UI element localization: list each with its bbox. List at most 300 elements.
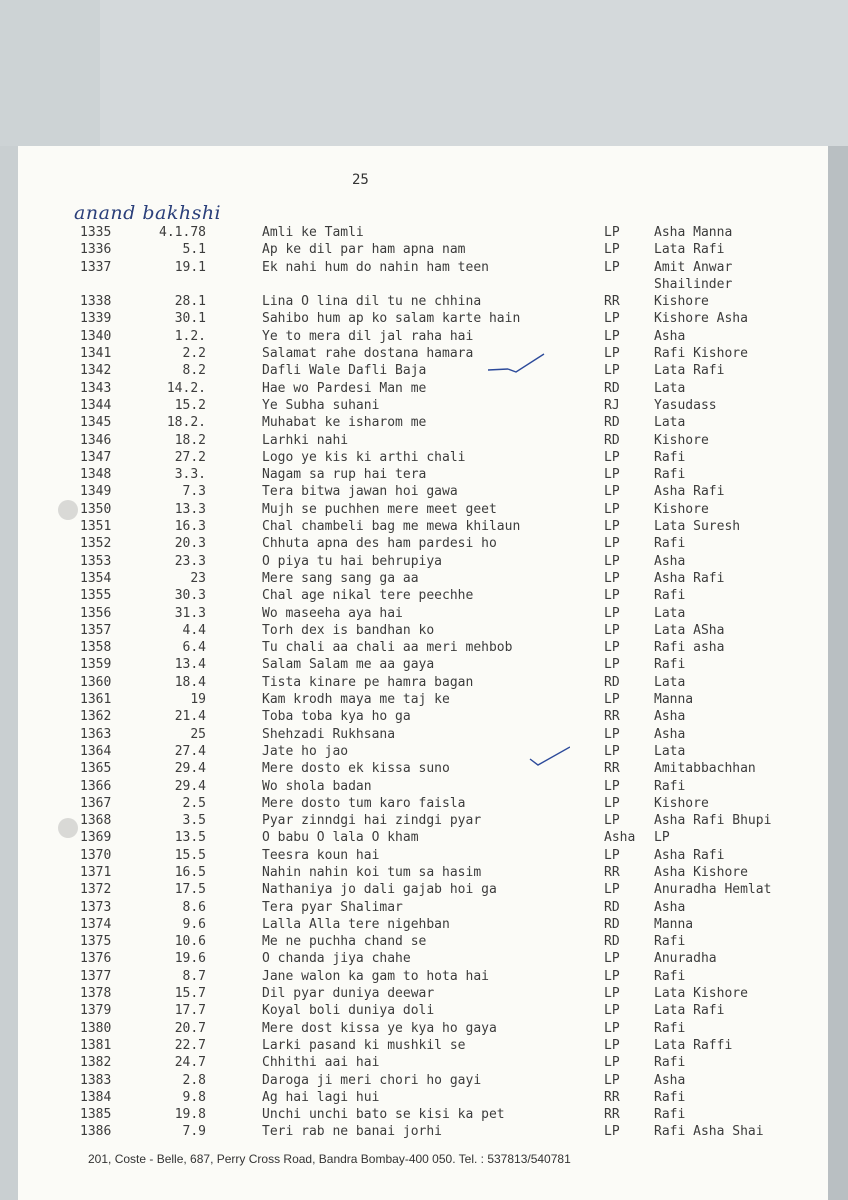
music-label: LP: [604, 1020, 620, 1036]
table-row: [0, 570, 848, 587]
entry-number: 1382: [80, 1055, 112, 1071]
table-row: [0, 328, 848, 345]
song-title: Shehzadi Rukhsana: [262, 726, 396, 742]
music-label: LP: [604, 605, 620, 621]
table-row: [0, 864, 848, 881]
table-row: [0, 916, 848, 933]
entry-date: 13.3: [174, 501, 206, 517]
entry-date: 15.7: [174, 986, 206, 1002]
music-label: RD: [604, 916, 620, 932]
entry-date: 2.8: [182, 1072, 206, 1088]
entry-date: 6.4: [182, 640, 206, 656]
entry-number: 1378: [80, 986, 112, 1002]
song-title: Tista kinare pe hamra bagan: [262, 674, 474, 690]
music-label: RR: [604, 761, 620, 777]
singers: Rafi: [654, 467, 686, 483]
singers: Lata Raffi: [654, 1037, 733, 1053]
entry-number: 1379: [80, 1003, 112, 1019]
song-title: Mere dosto tum karo faisla: [262, 795, 466, 811]
table-row: [0, 622, 848, 639]
table-row: [0, 293, 848, 310]
singers: Lata: [654, 605, 686, 621]
music-label: LP: [604, 311, 620, 327]
entry-date: 13.5: [174, 830, 206, 846]
tape-strip: [100, 0, 848, 146]
entry-date: 22.7: [174, 1037, 206, 1053]
entry-date: 15.2: [174, 397, 206, 413]
music-label: LP: [604, 622, 620, 638]
entry-number: 1358: [80, 640, 112, 656]
song-title: Salam Salam me aa gaya: [262, 657, 435, 673]
table-row: [0, 985, 848, 1002]
table-row: [0, 950, 848, 967]
music-label: LP: [604, 640, 620, 656]
table-row: [0, 276, 848, 293]
footer-address: 201, Coste - Belle, 687, Perry Cross Road, Bandra Bombay-400 050. Tel. : 537813/540781: [88, 1152, 571, 1166]
table-row: [0, 483, 848, 500]
entry-number: 1355: [80, 588, 112, 604]
music-label: LP: [604, 570, 620, 586]
singers: Lata Rafi: [654, 242, 725, 258]
entry-date: 2.5: [182, 795, 206, 811]
table-row: [0, 1072, 848, 1089]
music-label: LP: [604, 726, 620, 742]
entry-date: 8.6: [182, 899, 206, 915]
table-row: [0, 795, 848, 812]
entry-number: 1375: [80, 934, 112, 950]
song-title: Kam krodh maya me taj ke: [262, 692, 450, 708]
music-label: LP: [604, 553, 620, 569]
music-label: RD: [604, 432, 620, 448]
singers: Rafi: [654, 449, 686, 465]
table-row: [0, 605, 848, 622]
music-label: LP: [604, 795, 620, 811]
singers: Anuradha: [654, 951, 717, 967]
entry-date: 31.3: [174, 605, 206, 621]
singers: Rafi: [654, 968, 686, 984]
entry-number: 1370: [80, 847, 112, 863]
table-row: [0, 1123, 848, 1140]
music-label: LP: [604, 743, 620, 759]
music-label: LP: [604, 225, 620, 240]
table-row: [0, 639, 848, 656]
entry-number: 1369: [80, 830, 112, 846]
song-title: Ek nahi hum do nahin ham teen: [262, 259, 489, 275]
music-label: LP: [604, 847, 620, 863]
singers: Rafi: [654, 588, 686, 604]
entry-number: 1374: [80, 916, 112, 932]
entry-date: 10.6: [174, 934, 206, 950]
entry-date: 24.7: [174, 1055, 206, 1071]
entry-number: 1363: [80, 726, 112, 742]
singers: Asha Rafi: [654, 484, 725, 500]
music-label: RJ: [604, 397, 620, 413]
entry-date: 18.2: [174, 432, 206, 448]
entry-date: 4.4: [182, 622, 206, 638]
entry-date: 29.4: [174, 761, 206, 777]
table-row: [0, 1089, 848, 1106]
music-label: LP: [604, 484, 620, 500]
singers: Kishore: [654, 501, 709, 517]
entry-date: 7.3: [182, 484, 206, 500]
song-title: Ap ke dil par ham apna nam: [262, 242, 466, 258]
song-title: O chanda jiya chahe: [262, 951, 411, 967]
entry-date: 18.4: [174, 674, 206, 690]
song-title: Dil pyar duniya deewar: [262, 986, 435, 1002]
song-title: Nathaniya jo dali gajab hoi ga: [262, 882, 497, 898]
song-title: Larhki nahi: [262, 432, 349, 448]
entry-date: 25: [190, 726, 206, 742]
song-title: Jate ho jao: [262, 743, 349, 759]
song-title: Unchi unchi bato se kisi ka pet: [262, 1107, 505, 1123]
table-row: [0, 847, 848, 864]
entry-date: 8.7: [182, 968, 206, 984]
entry-number: 1381: [80, 1037, 112, 1053]
entry-date: 17.5: [174, 882, 206, 898]
song-title: Lina O lina dil tu ne chhina: [262, 294, 482, 310]
singers: Lata Suresh: [654, 519, 741, 535]
singers: Kishore: [654, 294, 709, 310]
table-row: [0, 691, 848, 708]
singers: Anuradha Hemlat: [654, 882, 772, 898]
entry-number: 1383: [80, 1072, 112, 1088]
music-label: LP: [604, 1072, 620, 1088]
table-row: [0, 743, 848, 760]
music-label: Asha: [604, 830, 636, 846]
singers: Rafi: [654, 778, 686, 794]
singers: Kishore Asha: [654, 311, 748, 327]
singers: Asha: [654, 726, 686, 742]
music-label: LP: [604, 882, 620, 898]
table-row: [0, 432, 848, 449]
music-label: RD: [604, 899, 620, 915]
table-row: [0, 760, 848, 777]
song-title: Ag hai lagi hui: [262, 1089, 380, 1105]
table-row: [0, 449, 848, 466]
song-title: Toba toba kya ho ga: [262, 709, 411, 725]
song-title: Logo ye kis ki arthi chali: [262, 449, 466, 465]
entry-date: 8.2: [182, 363, 206, 379]
table-row: [0, 933, 848, 950]
music-label: LP: [604, 363, 620, 379]
table-row: [0, 708, 848, 725]
entry-date: 19.8: [174, 1107, 206, 1123]
singers: Asha Kishore: [654, 864, 748, 880]
table-row: [0, 259, 848, 276]
entry-number: 1347: [80, 449, 112, 465]
song-title: Teri rab ne banai jorhi: [262, 1124, 443, 1140]
entry-date: 19.6: [174, 951, 206, 967]
song-title: Wo shola badan: [262, 778, 372, 794]
table-row: [0, 812, 848, 829]
singers: Kishore: [654, 432, 709, 448]
song-title: Nagam sa rup hai tera: [262, 467, 427, 483]
singers: Rafi: [654, 1020, 686, 1036]
song-title: Jane walon ka gam to hota hai: [262, 968, 489, 984]
table-row: [0, 968, 848, 985]
song-title: Amli ke Tamli: [262, 225, 364, 240]
entry-number: 1353: [80, 553, 112, 569]
entry-date: 3.5: [182, 813, 206, 829]
song-title: Ye to mera dil jal raha hai: [262, 328, 474, 344]
entry-number: 1352: [80, 536, 112, 552]
music-label: LP: [604, 657, 620, 673]
singers: Lata Kishore: [654, 986, 748, 1002]
entry-date: 9.6: [182, 916, 206, 932]
entry-date: 3.3.: [174, 467, 206, 483]
singers: Rafi: [654, 657, 686, 673]
table-row: [0, 1106, 848, 1123]
singers: Rafi: [654, 1055, 686, 1071]
table-row: [0, 224, 848, 241]
entry-number: 1349: [80, 484, 112, 500]
entry-number: 1344: [80, 397, 112, 413]
entry-date: 16.5: [174, 864, 206, 880]
singers: Rafi: [654, 1089, 686, 1105]
song-title: O babu O lala O kham: [262, 830, 419, 846]
singers: Asha: [654, 899, 686, 915]
song-title: Tera bitwa jawan hoi gawa: [262, 484, 458, 500]
music-label: LP: [604, 1003, 620, 1019]
table-row: [0, 241, 848, 258]
table-row: [0, 1037, 848, 1054]
singers: Lata ASha: [654, 622, 725, 638]
song-title: Torh dex is bandhan ko: [262, 622, 435, 638]
table-row: [0, 829, 848, 846]
entry-date: 1.2.: [174, 328, 206, 344]
music-label: LP: [604, 501, 620, 517]
entry-date: 20.3: [174, 536, 206, 552]
music-label: LP: [604, 951, 620, 967]
entry-number: 1376: [80, 951, 112, 967]
handwritten-heading: anand bakhshi: [74, 202, 222, 224]
entry-number: 1340: [80, 328, 112, 344]
singers: Asha Manna: [654, 225, 733, 240]
song-title: O piya tu hai behrupiya: [262, 553, 443, 569]
music-label: RR: [604, 864, 620, 880]
song-title: Nahin nahin koi tum sa hasim: [262, 864, 482, 880]
music-label: LP: [604, 588, 620, 604]
song-title: Wo maseeha aya hai: [262, 605, 403, 621]
singers: LP: [654, 830, 670, 846]
entry-date: 7.9: [182, 1124, 206, 1140]
entry-date: 16.3: [174, 519, 206, 535]
singers: Lata Rafi: [654, 363, 725, 379]
music-label: LP: [604, 1037, 620, 1053]
singers: Asha: [654, 553, 686, 569]
table-row: [0, 501, 848, 518]
table-row: [0, 466, 848, 483]
entry-date: 21.4: [174, 709, 206, 725]
music-label: LP: [604, 467, 620, 483]
entry-number: 1366: [80, 778, 112, 794]
singers: Lata: [654, 743, 686, 759]
singers: Lata Rafi: [654, 1003, 725, 1019]
entry-date: 9.8: [182, 1089, 206, 1105]
music-label: RR: [604, 1107, 620, 1123]
table-row: [0, 726, 848, 743]
singers: Rafi Asha Shai: [654, 1124, 764, 1140]
music-label: LP: [604, 328, 620, 344]
music-label: LP: [604, 813, 620, 829]
entry-date: 30.1: [174, 311, 206, 327]
singers: Rafi: [654, 1107, 686, 1123]
entry-number: 1336: [80, 242, 112, 258]
entry-number: 1356: [80, 605, 112, 621]
entry-number: 1343: [80, 380, 112, 396]
singers: Lata: [654, 674, 686, 690]
music-label: RR: [604, 1089, 620, 1105]
entry-date: 19.1: [174, 259, 206, 275]
singers: Rafi Kishore: [654, 346, 748, 362]
entry-number: 1372: [80, 882, 112, 898]
entry-date: 19: [190, 692, 206, 708]
entry-date: 4.1.78: [159, 225, 206, 240]
song-title: Muhabat ke isharom me: [262, 415, 427, 431]
entry-number: 1380: [80, 1020, 112, 1036]
entry-number: 1373: [80, 899, 112, 915]
table-row: [0, 380, 848, 397]
singers: Rafi: [654, 934, 686, 950]
song-list: [0, 224, 848, 1141]
song-title: Chhuta apna des ham pardesi ho: [262, 536, 497, 552]
entry-date: 27.2: [174, 449, 206, 465]
entry-number: 1377: [80, 968, 112, 984]
singers: Rafi: [654, 536, 686, 552]
song-title: Teesra koun hai: [262, 847, 380, 863]
music-label: LP: [604, 536, 620, 552]
singers: Lata: [654, 380, 686, 396]
table-row: [0, 1054, 848, 1071]
song-title: Dafli Wale Dafli Baja: [262, 363, 427, 379]
song-title: Mujh se puchhen mere meet geet: [262, 501, 497, 517]
music-label: LP: [604, 968, 620, 984]
song-title: Lalla Alla tere nigehban: [262, 916, 450, 932]
table-row: [0, 535, 848, 552]
entry-date: 15.5: [174, 847, 206, 863]
song-title: Tu chali aa chali aa meri mehbob: [262, 640, 513, 656]
entry-date: 27.4: [174, 743, 206, 759]
song-title: Koyal boli duniya doli: [262, 1003, 435, 1019]
singers: Asha: [654, 709, 686, 725]
music-label: RD: [604, 674, 620, 690]
music-label: RD: [604, 380, 620, 396]
table-row: [0, 778, 848, 795]
entry-number: 1339: [80, 311, 112, 327]
entry-date: 2.2: [182, 346, 206, 362]
entry-date: 20.7: [174, 1020, 206, 1036]
song-title: Larki pasand ki mushkil se: [262, 1037, 466, 1053]
song-title: Hae wo Pardesi Man me: [262, 380, 427, 396]
singers: Amitabbachhan: [654, 761, 756, 777]
music-label: LP: [604, 778, 620, 794]
entry-number: 1354: [80, 570, 112, 586]
table-row: [0, 674, 848, 691]
music-label: LP: [604, 1055, 620, 1071]
entry-number: 1337: [80, 259, 112, 275]
table-row: [0, 553, 848, 570]
table-row: [0, 587, 848, 604]
song-title: Chal chambeli bag me mewa khilaun: [262, 519, 521, 535]
singers: Manna: [654, 692, 694, 708]
entry-number: 1360: [80, 674, 112, 690]
music-label: RD: [604, 415, 620, 431]
entry-number: 1385: [80, 1107, 112, 1123]
entry-number: 1345: [80, 415, 112, 431]
page-number: 25: [352, 172, 369, 188]
entry-number: 1364: [80, 743, 112, 759]
singers: Shailinder: [654, 276, 733, 292]
singers: Asha: [654, 328, 686, 344]
music-label: LP: [604, 346, 620, 362]
entry-date: 18.2.: [166, 415, 206, 431]
song-title: Tera pyar Shalimar: [262, 899, 403, 915]
entry-number: 1335: [80, 225, 112, 240]
entry-date: 30.3: [174, 588, 206, 604]
song-title: Salamat rahe dostana hamara: [262, 346, 474, 362]
entry-date: 23: [190, 570, 206, 586]
entry-number: 1338: [80, 294, 112, 310]
table-row: [0, 310, 848, 327]
entry-date: 14.2.: [166, 380, 206, 396]
song-title: Ye Subha suhani: [262, 397, 380, 413]
music-label: LP: [604, 449, 620, 465]
song-title: Pyar zinndgi hai zindgi pyar: [262, 813, 482, 829]
singers: Asha: [654, 1072, 686, 1088]
entry-number: 1362: [80, 709, 112, 725]
song-title: Sahibo hum ap ko salam karte hain: [262, 311, 521, 327]
entry-number: 1342: [80, 363, 112, 379]
music-label: LP: [604, 986, 620, 1002]
entry-date: 17.7: [174, 1003, 206, 1019]
entry-date: 13.4: [174, 657, 206, 673]
entry-number: 1357: [80, 622, 112, 638]
song-title: Mere sang sang ga aa: [262, 570, 419, 586]
music-label: LP: [604, 242, 620, 258]
singers: Asha Rafi Bhupi: [654, 813, 772, 829]
singers: Amit Anwar: [654, 259, 733, 275]
song-title: Me ne puchha chand se: [262, 934, 427, 950]
entry-number: 1359: [80, 657, 112, 673]
table-row: [0, 414, 848, 431]
singers: Lata: [654, 415, 686, 431]
singers: Yasudass: [654, 397, 717, 413]
music-label: LP: [604, 519, 620, 535]
song-title: Mere dosto ek kissa suno: [262, 761, 450, 777]
music-label: RR: [604, 709, 620, 725]
entry-number: 1386: [80, 1124, 112, 1140]
entry-number: 1384: [80, 1089, 112, 1105]
entry-number: 1341: [80, 346, 112, 362]
entry-number: 1365: [80, 761, 112, 777]
entry-number: 1361: [80, 692, 112, 708]
song-title: Chal age nikal tere peechhe: [262, 588, 474, 604]
table-row: [0, 899, 848, 916]
entry-number: 1351: [80, 519, 112, 535]
table-row: [0, 1002, 848, 1019]
table-row: [0, 656, 848, 673]
entry-date: 29.4: [174, 778, 206, 794]
entry-number: 1367: [80, 795, 112, 811]
entry-number: 1368: [80, 813, 112, 829]
singers: Rafi asha: [654, 640, 725, 656]
singers: Manna: [654, 916, 694, 932]
music-label: RR: [604, 294, 620, 310]
table-row: [0, 397, 848, 414]
song-title: Daroga ji meri chori ho gayi: [262, 1072, 482, 1088]
table-row: [0, 1020, 848, 1037]
song-title: Chhithi aai hai: [262, 1055, 380, 1071]
